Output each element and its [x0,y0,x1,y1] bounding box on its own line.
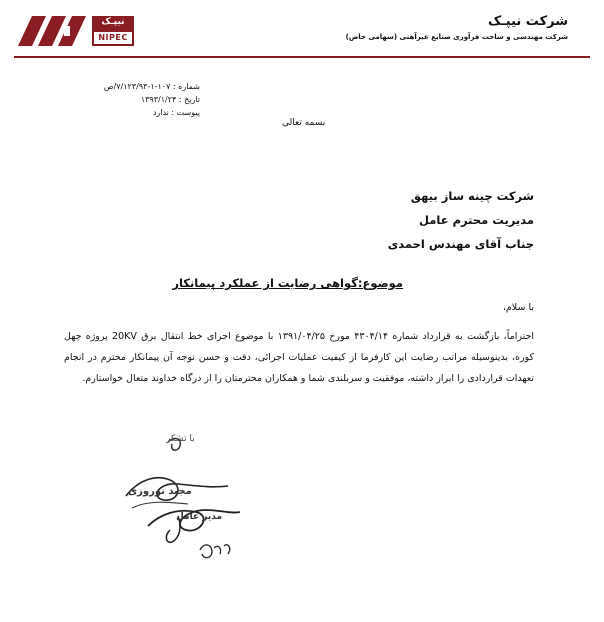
signatory-name: مجید نوروزی [128,486,192,497]
logo-text-fa: نیپـک [101,17,125,27]
company-header [346,14,568,41]
letter-meta [60,80,200,119]
header-divider [14,56,590,58]
recipient-name: جناب آقای مهندس احمدی [387,237,534,251]
logo-text-en: NIPEC [98,33,128,42]
body-paragraph: احتراماً، بازگشت به قرارداد شماره ۴۳۰۴/۱۴ مورخ ۱۳۹۱/۰۴/۲۵ با موضوع اجرای خط انتقال برق 20KV پروژه چهل کوره، بدینوسیله مراتب رضایت این کارفرما از کیفیت عملیات اجرائی، دقت و حسن توجه آن پیمانکار محترم در انجام تعهدات قراردادی را ابراز داشته، موفقیت و سربلندی شما و همکاران محترمتان را از درگاه خداوند متعال خواستارم. [64,331,534,384]
letter-attachment: پیوست : ندارد [152,108,200,117]
company-subtitle: شرکت مهندسی و ساخت فرآوری صنایع غیرآهنی (سهامی خاص) [345,33,568,41]
recipient-block [388,184,534,256]
signatory-title: مدیر عامل [176,512,223,522]
greeting: با سلام، [502,302,534,313]
letter-number: شماره : ۱۰۷-۱-۷/۱۲۳/۹۳/ص [103,82,200,91]
company-name: شرکت نیپـک [488,14,568,29]
nipec-logo [16,14,136,48]
letter-body [64,326,534,389]
recipient-company: شرکت چینه ساز بیهق [410,189,534,203]
bismillah: بسمه تعالی [282,118,326,128]
signature-scribble-icon [108,430,248,580]
recipient-position: مدیریت محترم عامل [419,213,534,227]
handwritten-signature [108,430,248,580]
letter-subject: موضوع:گواهی رضایت از عملکرد پیمانکار [172,276,403,290]
signature-closing: با تشکر [166,434,195,444]
letter-date: تاریخ : ۱۳۹۳/۱/۲۴ [140,95,200,104]
